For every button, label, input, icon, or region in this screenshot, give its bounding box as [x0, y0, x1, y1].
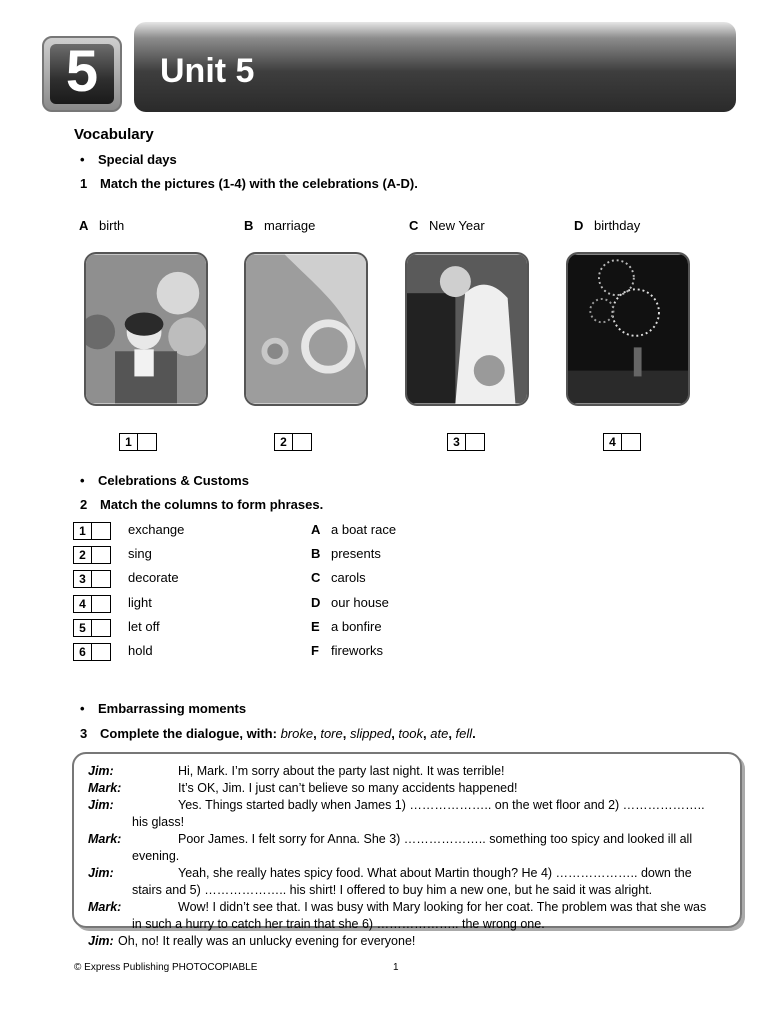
photo-bride-groom — [405, 252, 529, 406]
right-item-a: A a boat race — [311, 522, 397, 537]
task-3-instruction: 3 Complete the dialogue, with: broke, tore, slipped, took, ate, fell. — [80, 726, 476, 741]
right-item-d: D our house — [311, 595, 389, 610]
left-item-1: exchange — [128, 522, 185, 537]
dialogue-line-5: Yeah, she really hates spicy food. What about Martin though? He 4) ……………….. down the — [178, 866, 692, 880]
answer-box-1[interactable]: 1 — [119, 433, 157, 451]
dialogue-line-6: Wow! I didn’t see that. I was busy with Mary looking for her coat. The problem was that she was — [178, 900, 707, 914]
speaker-6: Mark: — [88, 900, 122, 914]
right-item-b: B presents — [311, 546, 381, 561]
unit-title: Unit 5 — [160, 52, 255, 90]
left-item-3: decorate — [128, 570, 179, 585]
word-slipped: slipped — [349, 726, 392, 741]
word-broke: broke — [280, 726, 314, 741]
match-box-2[interactable]: 2 — [73, 546, 111, 564]
speaker-4: Mark: — [88, 832, 122, 846]
footer-page-number: 1 — [393, 962, 399, 973]
right-item-e: E a bonfire — [311, 619, 382, 634]
speaker-2: Mark: — [88, 781, 122, 795]
right-item-f: F fireworks — [311, 643, 384, 658]
photo-fireworks — [566, 252, 690, 406]
right-item-c: C carols — [311, 570, 366, 585]
speaker-5: Jim: — [88, 866, 114, 880]
left-item-2: sing — [128, 546, 152, 561]
match-box-3[interactable]: 3 — [73, 570, 111, 588]
word-tore: tore — [320, 726, 343, 741]
speaker-1: Jim: — [88, 764, 114, 778]
bullet-celebrations-customs: • Celebrations & Customs — [80, 473, 249, 488]
unit-number-badge — [42, 36, 122, 112]
dialogue-line-2: It’s OK, Jim. I just can’t believe so many accidents happened! — [178, 781, 518, 795]
photo-wedding-rings — [244, 252, 368, 406]
bullet-special-days: • Special days — [80, 152, 177, 167]
speaker-3: Jim: — [88, 798, 114, 812]
word-ate: ate — [430, 726, 449, 741]
footer-copyright: © Express Publishing PHOTOCOPIABLE — [74, 962, 258, 973]
dialogue-line-1: Hi, Mark. I’m sorry about the party last night. It was terrible! — [178, 764, 505, 778]
dialogue-line-7: Oh, no! It really was an unlucky evening for everyone! — [118, 934, 416, 948]
answer-box-3[interactable]: 3 — [447, 433, 485, 451]
option-a: A birth — [79, 218, 125, 233]
dialogue-line-5-cont: stairs and 5) ……………….. his shirt! I offered to buy him a new one, but he said it was alright. — [132, 883, 653, 897]
word-fell: fell — [455, 726, 473, 741]
option-c: C New Year — [409, 218, 485, 233]
match-box-5[interactable]: 5 — [73, 619, 111, 637]
left-item-6: hold — [128, 643, 153, 658]
dialogue-line-6-cont: in such a hurry to catch her train that she 6) ……………….. the wrong one. — [132, 917, 545, 931]
word-took: took — [398, 726, 423, 741]
speaker-7: Jim: — [88, 934, 114, 948]
task-2-instruction: 2 Match the columns to form phrases. — [80, 497, 324, 512]
left-item-4: light — [128, 595, 152, 610]
dialogue-line-4-cont: evening. — [132, 849, 180, 863]
task-1-instruction: 1 Match the pictures (1-4) with the celebrations (A-D). — [80, 176, 418, 191]
dialogue-line-3: Yes. Things started badly when James 1) ……………….. on the wet floor and 2) ……………….. — [178, 798, 705, 812]
option-d: D birthday — [574, 218, 641, 233]
dialogue-line-4: Poor James. I felt sorry for Anna. She 3) ……………….. something too spicy and looked ill all — [178, 832, 693, 846]
answer-box-4[interactable]: 4 — [603, 433, 641, 451]
unit-number: 5 — [65, 39, 99, 104]
photo-birthday-girl — [84, 252, 208, 406]
match-box-1[interactable]: 1 — [73, 522, 111, 540]
left-item-5: let off — [128, 619, 160, 634]
match-box-6[interactable]: 6 — [73, 643, 111, 661]
answer-box-2[interactable]: 2 — [274, 433, 312, 451]
vocabulary-heading: Vocabulary — [74, 126, 154, 143]
bullet-embarrassing-moments: • Embarrassing moments — [80, 701, 247, 716]
option-b: B marriage — [244, 218, 316, 233]
match-box-4[interactable]: 4 — [73, 595, 111, 613]
dialogue-line-3-cont: his glass! — [132, 815, 185, 829]
